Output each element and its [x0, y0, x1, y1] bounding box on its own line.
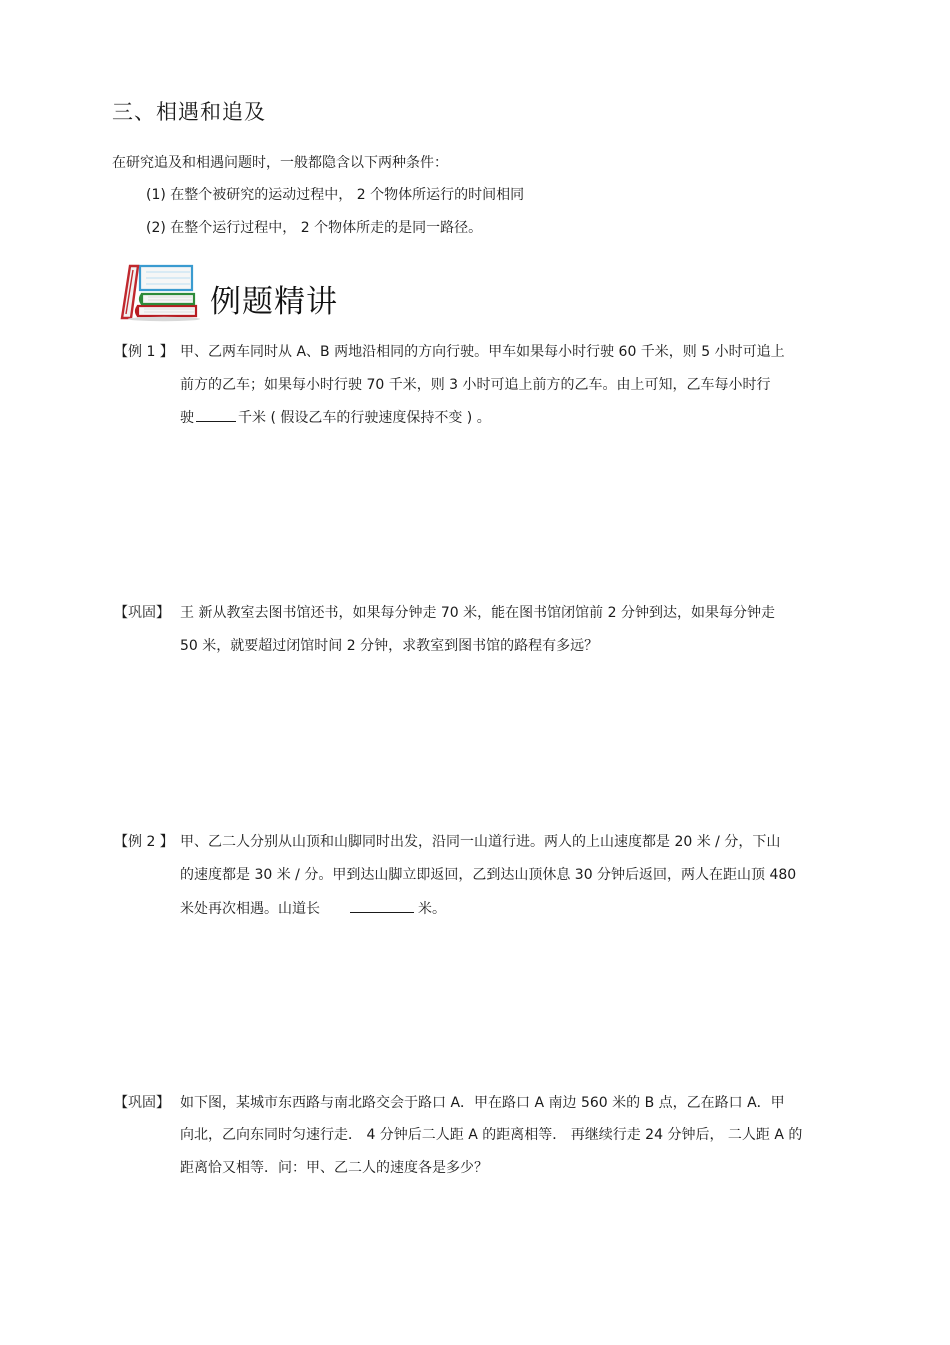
problem-2-tag: 【例 2 】	[114, 834, 174, 850]
problem-1-line-3-start: 驶	[180, 410, 194, 426]
problem-1-line-3-end: 千米 ( 假设乙车的行驶速度保持不变 ) 。	[238, 410, 491, 426]
consolidation-2-line-2: 向北，乙向东同时匀速行走． 4 分钟后二人距 A 的距离相等． 再继续行走 24 分钟后， 二人距 A 的	[180, 1127, 803, 1143]
condition-2: (2) 在整个运行过程中， 2 个物体所走的是同一路径。	[146, 220, 483, 236]
section-title: 三、相遇和追及	[112, 100, 266, 124]
consolidation-2-line-3: 距离恰又相等．问：甲、乙二人的速度各是多少？	[180, 1160, 488, 1176]
answer-blank[interactable]	[196, 407, 236, 422]
problem-2-line-2: 的速度都是 30 米 / 分。甲到达山脚立即返回，乙到达山顶休息 30 分钟后返回，两人在距山顶 480	[180, 867, 797, 883]
answer-blank[interactable]	[350, 898, 414, 913]
consolidation-2-tag: 【巩固】	[114, 1095, 170, 1111]
section-intro: 在研究追及和相遇问题时，一般都隐含以下两种条件：	[112, 155, 448, 171]
condition-1: (1) 在整个被研究的运动过程中， 2 个物体所运行的时间相同	[146, 187, 525, 203]
problem-2-line-3-start: 米处再次相遇。山道长	[180, 901, 320, 917]
problem-2-line-3-end: 米。	[418, 901, 446, 917]
consolidation-1-line-1: 王 新从教室去图书馆还书，如果每分钟走 70 米，能在图书馆闭馆前 2 分钟到达，如果每分钟走	[180, 605, 775, 621]
problem-1-line-3	[180, 407, 491, 428]
banner-title: 例题精讲	[210, 284, 338, 320]
problem-2-line-3	[180, 898, 446, 919]
problem-1-line-2: 前方的乙车；如果每小时行驶 70 千米，则 3 小时可追上前方的乙车。由上可知，乙车每小时行	[180, 377, 771, 393]
problem-1-line-1: 甲、乙两车同时从 A、B 两地沿相同的方向行驶。甲车如果每小时行驶 60 千米，则 5 小时可追上	[180, 344, 785, 360]
consolidation-1-line-2: 50 米，就要超过闭馆时间 2 分钟，求教室到图书馆的路程有多远？	[180, 638, 599, 654]
books-icon	[116, 260, 200, 322]
consolidation-2-line-1: 如下图，某城市东西路与南北路交会于路口 A．甲在路口 A 南边 560 米的 B 点，乙在路口 A．甲	[180, 1095, 785, 1111]
problem-2-line-1: 甲、乙二人分别从山顶和山脚同时出发，沿同一山道行进。两人的上山速度都是 20 米 / 分，下山	[180, 834, 781, 850]
problem-1-tag: 【例 1 】	[114, 344, 174, 360]
consolidation-1-tag: 【巩固】	[114, 605, 170, 621]
